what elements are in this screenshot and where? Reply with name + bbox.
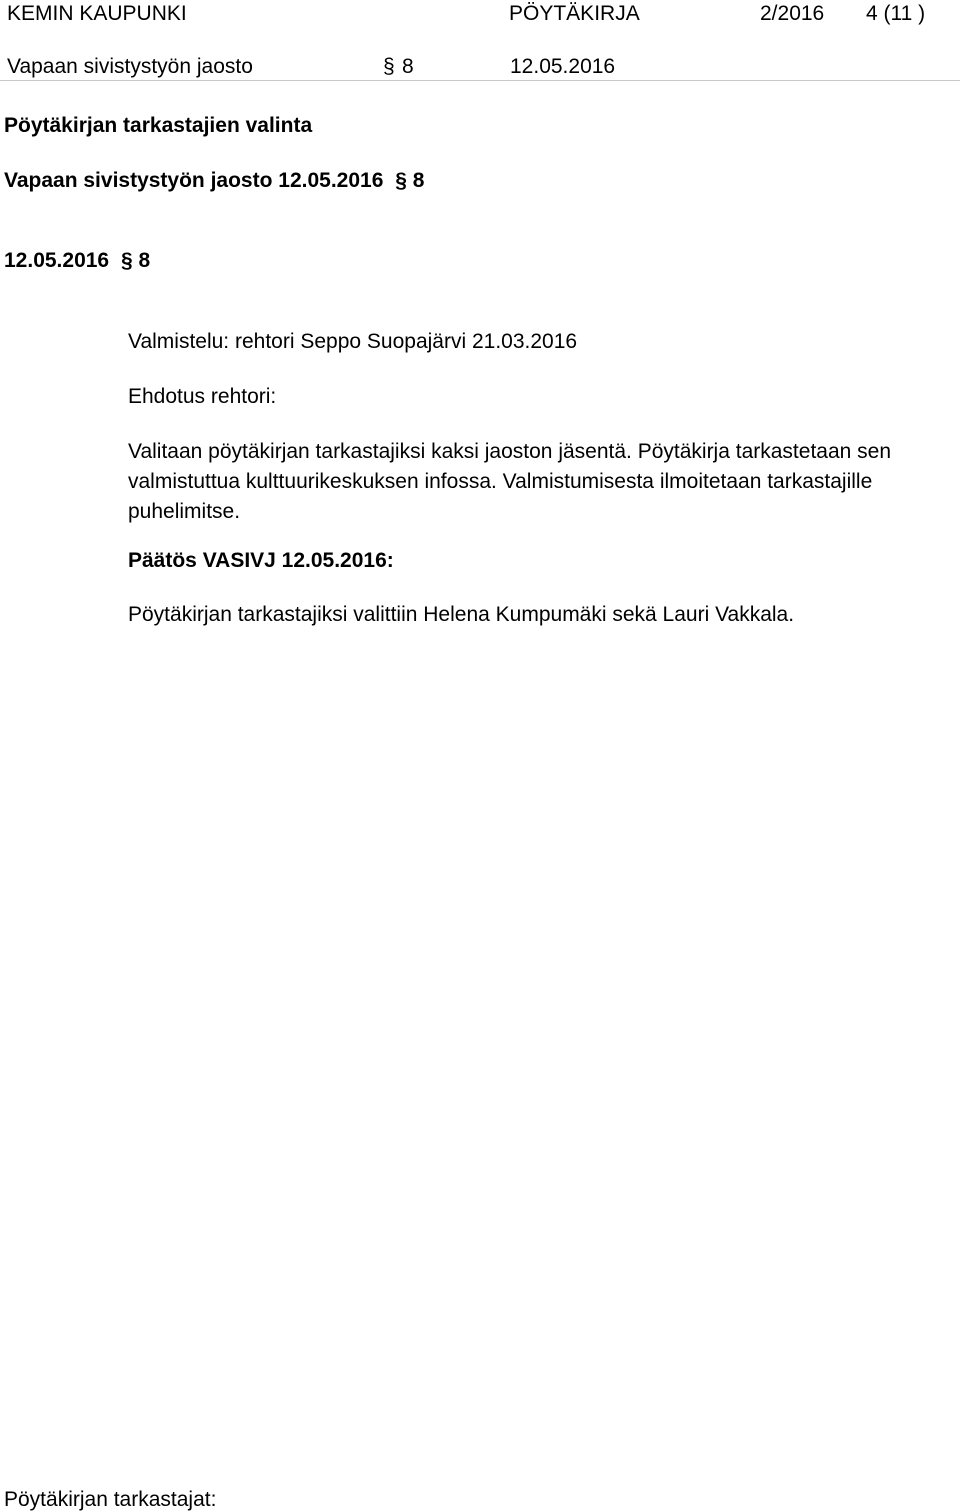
item-title: Pöytäkirjan tarkastajien valinta	[4, 114, 313, 137]
header-divider	[0, 80, 960, 81]
item-reference-1	[4, 170, 424, 191]
inspectors-label: Pöytäkirjan tarkastajat:	[4, 1488, 217, 1511]
item-reference-1-number: 8	[412, 169, 425, 192]
section-sign-icon: §	[395, 169, 407, 192]
doc-number: 2/2016	[760, 2, 825, 25]
doc-type: PÖYTÄKIRJA	[509, 2, 640, 25]
item-reference-2	[4, 250, 150, 271]
page-number: 4 (11 )	[866, 2, 926, 25]
proposal-heading: Ehdotus rehtori:	[128, 385, 277, 408]
meeting-date: 12.05.2016	[510, 55, 616, 78]
item-reference-2-text: 12.05.2016	[4, 249, 110, 272]
proposal-text: Valitaan pöytäkirjan tarkastajiksi kaksi jaoston jäsentä. Pöytäkirja tarkastetaan sen valmistuttua kulttuurikeskuksen infossa. Valmistumisesta ilmoitetaan tarkastajille puhelimitse.	[128, 440, 892, 523]
item-reference-2-number: 8	[138, 249, 151, 272]
org-name: KEMIN KAUPUNKI	[7, 2, 187, 25]
decision-heading: Päätös VASIVJ 12.05.2016:	[128, 549, 394, 572]
decision-text: Pöytäkirjan tarkastajiksi valittiin Helena Kumpumäki sekä Lauri Vakkala.	[128, 603, 795, 626]
section-number: 8	[402, 55, 414, 78]
preparation-line: Valmistelu: rehtori Seppo Suopajärvi 21.03.2016	[128, 330, 578, 353]
committee-name: Vapaan sivistystyön jaosto	[7, 55, 253, 78]
section-sign-icon: §	[383, 55, 395, 78]
section-sign-icon: §	[120, 249, 133, 272]
item-reference-1-text: Vapaan sivistystyön jaosto 12.05.2016	[4, 169, 384, 192]
